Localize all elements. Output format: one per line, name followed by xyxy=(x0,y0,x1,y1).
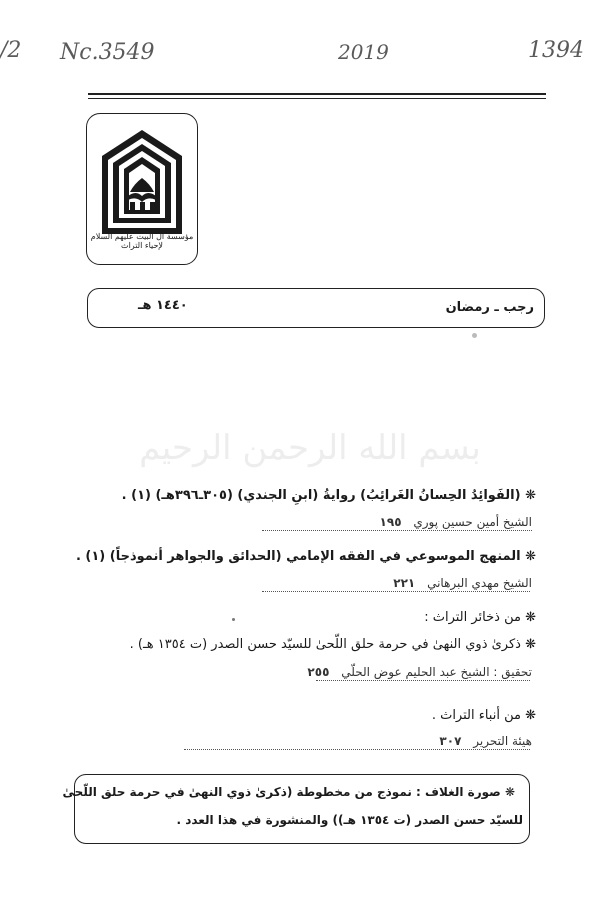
mosque-seal-icon xyxy=(94,126,190,238)
cover-note-line-1: ❋ صورة الغلاف : نموذج من مخطوطة (ذكرىٰ ذوي النهىٰ في حرمة حلق اللّحىٰ xyxy=(62,785,515,799)
toc-entry-title: ❋ ذكرىٰ ذوي النهىٰ في حرمة حلق اللّحىٰ للسيّد حسن الصدر (ت ١٣٥٤ هـ) . xyxy=(129,637,536,652)
issue-months: رجب ـ رمضان xyxy=(445,300,534,315)
toc-entry-author: الشيخ أمين حسين پوري ١٩٥ xyxy=(379,515,532,529)
page-number: ٣٠٧ xyxy=(439,734,462,748)
handwritten-fraction: /2 xyxy=(0,38,22,63)
issue-date-box xyxy=(87,288,545,328)
basmala-watermark: بسم الله الرحمن الرحيم xyxy=(139,428,481,468)
toc-entry-author: هيئة التحرير ٣٠٧ xyxy=(439,734,532,748)
top-rule-thick xyxy=(88,93,546,95)
cover-note-box xyxy=(62,774,530,844)
leader-dots xyxy=(262,591,530,592)
star-bullet-icon: ❋ xyxy=(525,488,536,503)
star-bullet-icon: ❋ xyxy=(525,549,536,564)
handwritten-accession-number: Nc.3549 xyxy=(60,40,155,65)
page-number: ١٩٥ xyxy=(379,515,402,529)
leader-dots xyxy=(262,530,532,531)
handwritten-code: 1394 xyxy=(528,38,584,63)
toc-section-heading: ❋ من ذخائر التراث : xyxy=(424,610,536,625)
handwritten-year: 2019 xyxy=(338,40,389,64)
top-rule-thin xyxy=(88,98,546,99)
leader-dots xyxy=(184,749,530,750)
toc-entry-author: تحقيق : الشيخ عبد الحليم عوض الحلّي ٢٥٥ xyxy=(307,665,532,679)
publisher-logo-box xyxy=(86,113,198,265)
star-bullet-icon: ❋ xyxy=(525,637,536,652)
speck xyxy=(472,333,477,338)
toc-entry-author: الشيخ مهدي البرهاني ٢٢١ xyxy=(393,576,532,590)
page-number: ٢٥٥ xyxy=(307,665,330,679)
seal-caption: مؤسسة آل البيت عليهم السلام لإحياء التراث xyxy=(90,232,194,250)
leader-dots xyxy=(316,680,530,681)
issue-year: ١٤٤٠ هـ xyxy=(138,298,188,313)
page-number: ٢٢١ xyxy=(393,576,416,590)
toc-entry-title: ❋ المنهج الموسوعي في الفقه الإمامي (الحدائق والجواهر أنموذجاً) (١) . xyxy=(75,549,536,564)
cover-note-line-2: للسيّد حسن الصدر (ت ١٣٥٤ هـ)) والمنشورة في هذا العدد . xyxy=(176,813,523,827)
star-bullet-icon: ❋ xyxy=(525,708,536,723)
speck xyxy=(232,618,235,621)
toc-entry-title: ❋ من أنباء التراث . xyxy=(431,708,536,723)
star-bullet-icon: ❋ xyxy=(525,610,536,625)
toc-entry-title: ❋ (الفَوائِدُ الحِسانُ الغَرائِبُ) روايةُ (ابنِ الجندي) (٣٠٥ـ٣٩٦هـ) (١) . xyxy=(121,488,536,503)
